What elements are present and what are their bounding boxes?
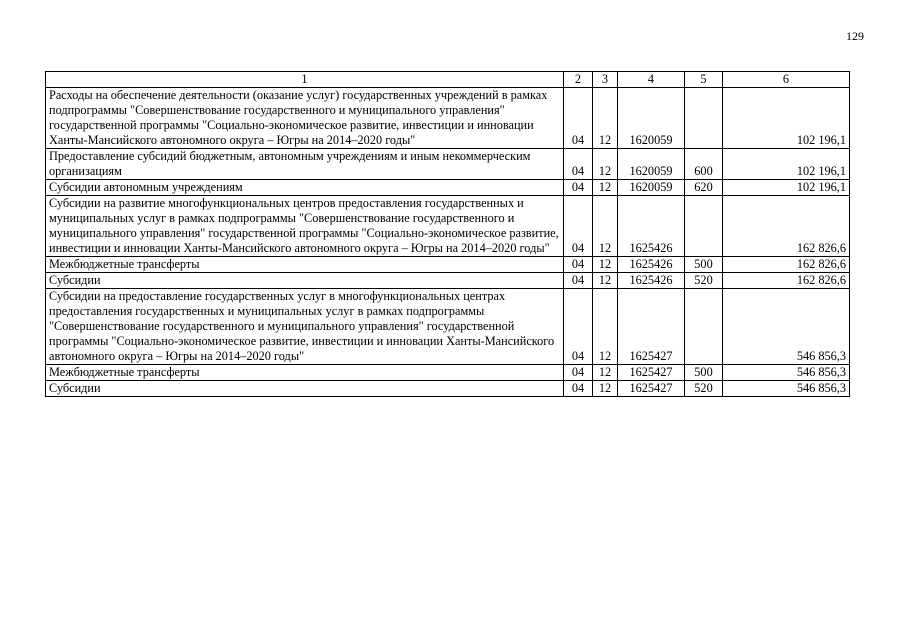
row-target-article: 1625426 (618, 273, 685, 289)
row-target-article: 1620059 (618, 88, 685, 149)
row-subsection: 12 (593, 381, 618, 397)
row-description: Предоставление субсидий бюджетным, автономным учреждениям и иным некоммерческим организациям (46, 149, 564, 180)
column-header: 1 (46, 72, 564, 88)
row-subsection: 12 (593, 273, 618, 289)
row-amount: 162 826,6 (723, 196, 850, 257)
row-description: Субсидии (46, 273, 564, 289)
row-description: Межбюджетные трансферты (46, 257, 564, 273)
table-header-row (46, 72, 850, 88)
row-target-article: 1625427 (618, 365, 685, 381)
row-section: 04 (564, 381, 593, 397)
row-expense-type: 520 (685, 381, 723, 397)
table-row (46, 257, 850, 273)
table-body (46, 88, 850, 397)
row-expense-type (685, 289, 723, 365)
row-section: 04 (564, 289, 593, 365)
row-subsection: 12 (593, 257, 618, 273)
row-amount: 102 196,1 (723, 180, 850, 196)
row-section: 04 (564, 88, 593, 149)
page-number: 129 (846, 29, 864, 43)
row-section: 04 (564, 196, 593, 257)
row-target-article: 1620059 (618, 180, 685, 196)
row-expense-type: 520 (685, 273, 723, 289)
row-description: Субсидии на развитие многофункциональных центров предоставления государственных и муниципальных услуг в рамках подпрограммы "Совершенствование государственного и муниципального управления" государственной программы "Социально-экономическое развитие, инвестиции и инновации Ханты-Мансийского автономного округа – Югры на 2014–2020 годы" (46, 196, 564, 257)
row-description: Субсидии (46, 381, 564, 397)
row-expense-type: 600 (685, 149, 723, 180)
row-section: 04 (564, 273, 593, 289)
table-row (46, 365, 850, 381)
row-section: 04 (564, 365, 593, 381)
row-subsection: 12 (593, 180, 618, 196)
column-header: 4 (618, 72, 685, 88)
row-description: Субсидии автономным учреждениям (46, 180, 564, 196)
row-amount: 162 826,6 (723, 273, 850, 289)
table-row (46, 381, 850, 397)
table-row (46, 196, 850, 257)
table-row (46, 149, 850, 180)
row-subsection: 12 (593, 289, 618, 365)
row-subsection: 12 (593, 365, 618, 381)
row-description: Расходы на обеспечение деятельности (оказание услуг) государственных учреждений в рамках подпрограммы "Совершенствование государственного и муниципального управления" государственной программы "Социально-экономическое развитие, инвестиции и инновации Ханты-Мансийского автономного округа – Югры на 2014–2020 годы" (46, 88, 564, 149)
row-target-article: 1625426 (618, 196, 685, 257)
row-amount: 162 826,6 (723, 257, 850, 273)
row-target-article: 1625427 (618, 289, 685, 365)
row-subsection: 12 (593, 196, 618, 257)
row-description: Субсидии на предоставление государственных услуг в многофункциональных центрах предоставления государственных и муниципальных услуг в рамках подпрограммы "Совершенствование государственного и муниципального управления" государственной программы "Социально-экономическое развитие, инвестиции и инновации Ханты-Мансийского автономного округа – Югры на 2014–2020 годы" (46, 289, 564, 365)
row-target-article: 1620059 (618, 149, 685, 180)
column-header: 5 (685, 72, 723, 88)
row-amount: 546 856,3 (723, 289, 850, 365)
row-subsection: 12 (593, 149, 618, 180)
column-header: 3 (593, 72, 618, 88)
row-amount: 102 196,1 (723, 88, 850, 149)
budget-table (45, 71, 850, 397)
row-section: 04 (564, 257, 593, 273)
row-expense-type: 500 (685, 257, 723, 273)
row-expense-type (685, 196, 723, 257)
table-row (46, 273, 850, 289)
column-header: 2 (564, 72, 593, 88)
row-section: 04 (564, 149, 593, 180)
table-row (46, 180, 850, 196)
row-amount: 546 856,3 (723, 365, 850, 381)
row-amount: 546 856,3 (723, 381, 850, 397)
row-description: Межбюджетные трансферты (46, 365, 564, 381)
row-amount: 102 196,1 (723, 149, 850, 180)
row-expense-type: 620 (685, 180, 723, 196)
row-expense-type (685, 88, 723, 149)
row-target-article: 1625426 (618, 257, 685, 273)
column-header: 6 (723, 72, 850, 88)
row-section: 04 (564, 180, 593, 196)
row-subsection: 12 (593, 88, 618, 149)
table-row (46, 88, 850, 149)
table-row (46, 289, 850, 365)
row-expense-type: 500 (685, 365, 723, 381)
row-target-article: 1625427 (618, 381, 685, 397)
